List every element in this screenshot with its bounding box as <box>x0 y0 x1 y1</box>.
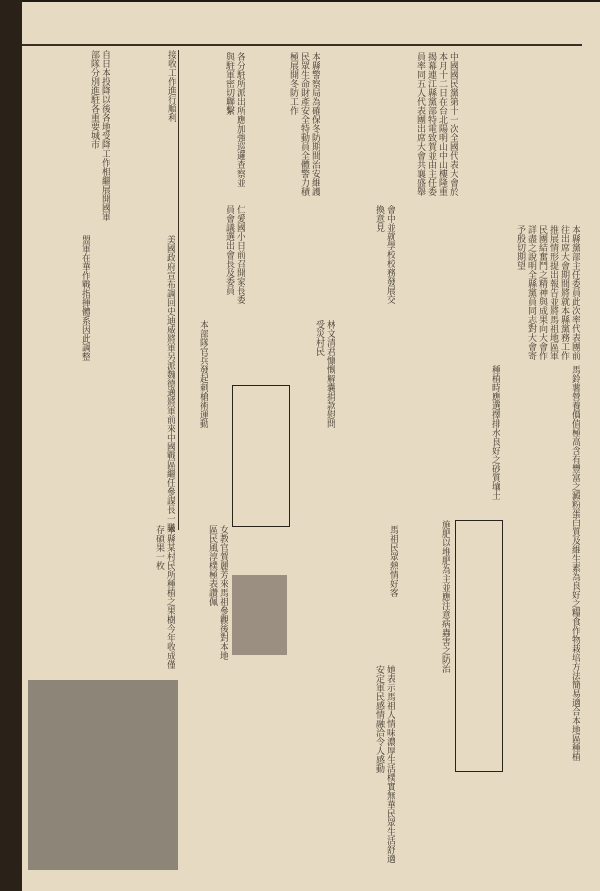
unit-box <box>232 385 290 527</box>
return-body-2: 盟軍在華作戰指揮體系因此調整 <box>80 235 90 361</box>
potato-body-3: 施肥以堆肥為主並應注意病蟲害之防治 <box>440 520 450 673</box>
police-body: 本縣警察局為確保冬防期間治安維護民眾生命財產安全特動員全體警力積極展開冬防工作 <box>288 52 320 196</box>
unit-body: 本部隊官兵發起刺槍術運動 <box>198 320 208 428</box>
school-body: 仁愛國小日前召開家長委員會議選出會長及委員 <box>224 205 245 304</box>
school-body-right: 會中並就學校校務發展交換意見 <box>374 205 395 304</box>
lin-body: 林文清君慷慨解囊捐款慰問受災村民 <box>314 320 335 428</box>
teacher-body-2: 馬祖民眾熱情好客 <box>388 525 398 597</box>
potato-box <box>455 520 503 772</box>
column-rule <box>178 50 179 530</box>
lead-body: 中國國民黨第十一次全國代表大會於本月十二日在台北陽明山中山樓隆重揭幕連江縣黨部特電致賀並由主任委員率同五人代表團出席大會共襄盛舉 <box>415 52 458 196</box>
masthead <box>22 4 582 46</box>
secretary-body-2: 接收工作進行順利 <box>166 50 176 122</box>
secretary-body: 自日本投降以後各地受降工作相繼展開國軍部隊分別進駐各重要城市 <box>89 50 110 221</box>
return-body: 美國政府宣布調回史迪威將軍另派魏德邁將軍前來中國戰區繼任參謀長一職 <box>165 235 175 532</box>
fruit-photo <box>28 680 178 870</box>
teacher-body: 女教官賀麗芳來馬祖參觀後對本地區民風淳樸極表讚佩 <box>207 525 228 660</box>
lead-body-lower: 本縣黨部主任委員此次率代表團前往出席大會期間將就本縣黨務工作推展情形提出報告並將馬祖地區軍民團結奮鬥之精神與成果向大會作詳盡之說明全縣黨員同志對大會寄予殷切期望 <box>515 225 580 360</box>
scan-edge <box>0 0 22 891</box>
portrait-photo <box>232 575 287 655</box>
potato-body: 馬鈴薯營養價值極高含有豐富之澱粉蛋白質及維生素為良好之糧食作物栽培方法簡易適合本地區種植 <box>570 365 580 761</box>
fruit-body: 本縣某村民所種植之果樹今年收成僅存碩果一枚 <box>154 525 175 669</box>
potato-body-2: 種植時應選擇排水良好之砂質壤土 <box>490 365 500 500</box>
teacher-body-lower: 她表示馬祖人情味濃厚生活樸實無華民眾生活舒適安定軍民感情融洽令人感動 <box>374 665 395 863</box>
police-body-2: 各分駐所派出所應加強巡邏查察並與駐軍密切聯繫 <box>224 52 245 187</box>
